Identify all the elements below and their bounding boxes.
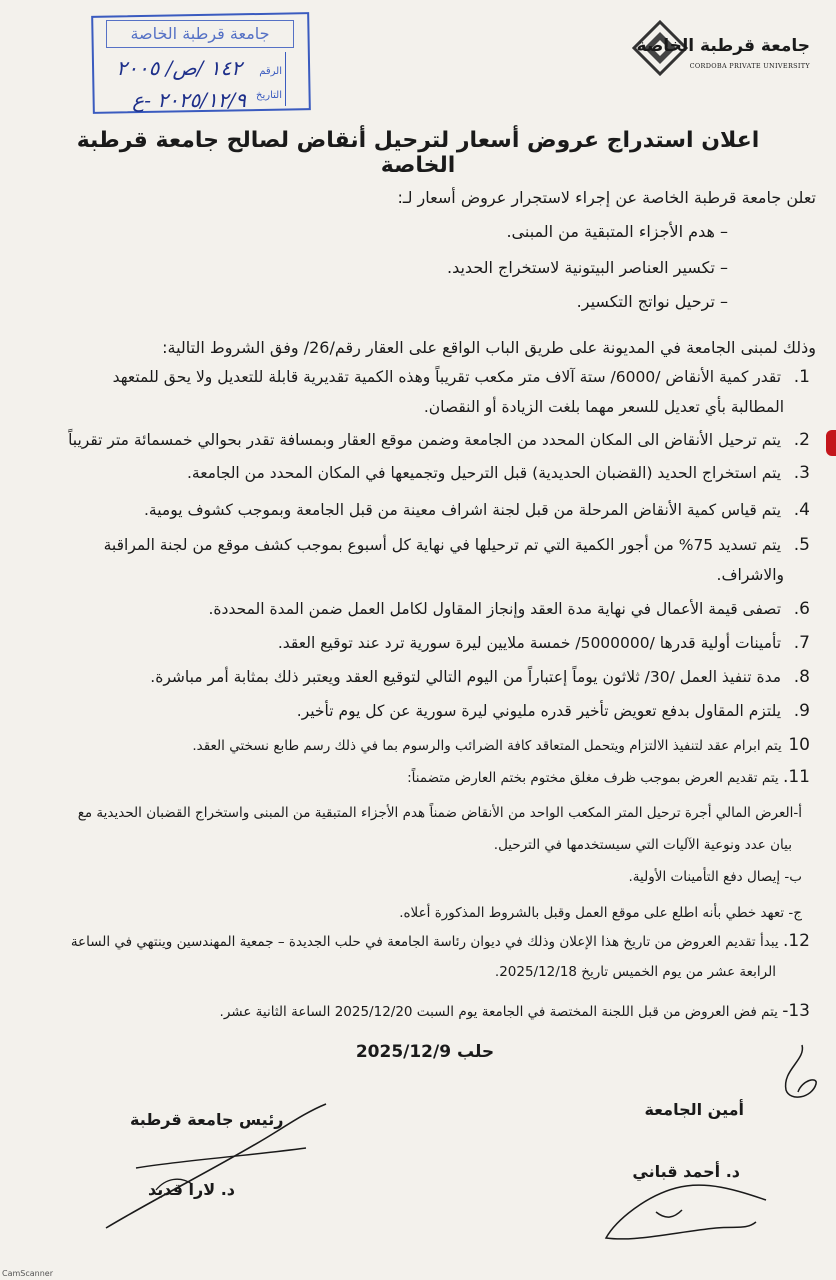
- condition-text: المطالبة بأي تعديل للسعر مهما بلغت الزيادة أو النقصان.: [423, 398, 784, 416]
- condition-text: يتم تسديد 75% من أجور الكمية التي تم ترحيلها في نهاية كل أسبوع بموجب كشف موقع من لجنة المراقبة: [103, 536, 782, 554]
- university-logo: [606, 14, 816, 80]
- stamp-title: جامعة قرطبة الخاصة: [106, 20, 294, 48]
- condition-text: الرابعة عشر من يوم الخميس تاريخ 2025/12/18.: [494, 964, 776, 980]
- stamp-date-label: التاريخ: [256, 90, 282, 101]
- condition-number: 1.: [793, 367, 810, 387]
- stamp-ref-label: الرقم: [259, 66, 282, 77]
- condition-item: [14, 762, 810, 793]
- registry-stamp: [92, 14, 310, 112]
- condition-number: 6.: [793, 599, 810, 619]
- condition-number: 12.: [782, 931, 810, 951]
- condition-text: يتم استخراج الحديد (القضبان الحديدية) قبل الترحيل وتجميعها في المكان المحدد من الجامعة.: [186, 464, 782, 482]
- condition-number: 5.: [793, 535, 810, 555]
- sub-item: بيان عدد ونوعية الآليات التي سيستخدمها في الترحيل.: [493, 837, 792, 853]
- condition-number: 4.: [793, 500, 810, 520]
- condition-text: يتم ترحيل الأنقاض الى المكان المحدد من الجامعة وضمن موقع العقار وبمسافة تقدر بحوالي خمسمائة متر تقريباً: [68, 431, 782, 449]
- task-text: ترحيل نواتج التكسير.: [576, 292, 715, 311]
- handwritten-signature: [596, 1170, 776, 1250]
- condition-text: تقدر كمية الأنقاض /6000/ ستة آلاف متر مكعب تقريباً وهذه الكمية تقديرية قابلة للتعديل ولا يحق للمتعهد: [112, 368, 782, 386]
- scanner-watermark: CamScanner: [2, 1269, 54, 1278]
- condition-item: [14, 530, 810, 590]
- logo-english-name: CORDOBA PRIVATE UNIVERSITY: [689, 62, 810, 70]
- sub-item: أ-العرض المالي أجرة ترحيل المتر المكعب الواحد من الأنقاض ضمناً هدم الأجزاء المتبقية من المبنى واستخراج القضبان الحديدية مع: [77, 805, 802, 821]
- condition-text: تصفى قيمة الأعمال في نهاية مدة العقد وإنجاز المقاول لكامل العمل ضمن المدة المحددة.: [208, 600, 782, 618]
- condition-text: يتم تقديم العرض بموجب ظرف مغلق مختوم بختم العارض متضمناً:: [407, 770, 779, 786]
- task-text: هدم الأجزاء المتبقية من المبنى.: [506, 222, 715, 241]
- condition-number: 2.: [793, 430, 810, 450]
- condition-number: 9.: [793, 701, 810, 721]
- condition-item: [14, 628, 810, 658]
- task-item: – هدم الأجزاء المتبقية من المبنى.: [506, 222, 728, 241]
- left-signatory-title: رئيس جامعة قرطبة: [130, 1110, 284, 1129]
- left-signatory-name: د. لارا قديد: [148, 1180, 236, 1199]
- condition-text: يتم ابرام عقد لتنفيذ الالتزام ويتحمل المتعاقد كافة الضرائب والرسوم بما في ذلك رسم طابع نسختي العقد.: [192, 738, 782, 754]
- condition-text: يلتزم المقاول بدفع تعويض تأخير قدره مليوني ليرة سورية عن كل يوم تأخير.: [296, 702, 782, 720]
- location-line: وذلك لمبنى الجامعة في المديونة على طريق الباب الواقع على العقار رقم/26/ وفق الشروط التالية:: [162, 338, 816, 357]
- intro-text: تعلن جامعة قرطبة الخاصة عن إجراء لاستجرار عروض أسعار لـ:: [397, 188, 816, 207]
- condition-number: 8.: [793, 667, 810, 687]
- task-item: – ترحيل نواتج التكسير.: [576, 292, 728, 311]
- right-signatory-title: أمين الجامعة: [644, 1100, 744, 1119]
- condition-text: مدة تنفيذ العمل /30/ ثلاثون يوماً إعتباراً من اليوم التالي لتوقيع العقد ويعتبر ذلك بمثابة أمر مباشرة.: [150, 668, 782, 686]
- place-date: حلب 2025/12/9: [355, 1042, 495, 1062]
- condition-item: [14, 362, 810, 422]
- sub-item: ج- تعهد خطي بأنه اطلع على موقع العمل وقبل بالشروط المذكورة أعلاه.: [399, 905, 802, 921]
- condition-text: تأمينات أولية قدرها /5000000/ خمسة ملايين ليرة سورية ترد عند توقيع العقد.: [277, 634, 782, 652]
- condition-text: والاشراف.: [716, 566, 784, 584]
- task-text: تكسير العناصر البيتونية لاستخراج الحديد.: [446, 258, 715, 277]
- condition-item: [14, 425, 810, 455]
- task-item: – تكسير العناصر البيتونية لاستخراج الحديد.: [446, 258, 728, 277]
- condition-item: [14, 996, 810, 1027]
- condition-item: [14, 594, 810, 624]
- condition-text: يتم فض العروض من قبل اللجنة المختصة في الجامعة يوم السبت 2025/12/20 الساعة الثانية عشر.: [219, 1004, 778, 1020]
- condition-item: [14, 730, 810, 761]
- edge-marker: [826, 430, 836, 456]
- condition-number: 11.: [782, 767, 810, 787]
- condition-item: [14, 458, 810, 488]
- condition-text: يبدأ تقديم العروض من تاريخ هذا الإعلان وذلك في ديوان رئاسة الجامعة في حلب الجديدة – جمعية المهندسين وينتهي في الساعة: [70, 934, 779, 950]
- condition-text: يتم قياس كمية الأنقاض المرحلة من قبل لجنة اشراف معينة من قبل الجامعة وبموجب كشوف يومية.: [143, 501, 782, 519]
- condition-number: 10: [788, 735, 810, 755]
- condition-number: 3.: [793, 463, 810, 483]
- condition-item: [14, 662, 810, 692]
- condition-item: [14, 495, 810, 525]
- handwritten-signature: [772, 1040, 822, 1110]
- condition-number: 7.: [793, 633, 810, 653]
- condition-number: 13-: [782, 1001, 810, 1021]
- condition-item: [14, 926, 810, 987]
- stamp-date-value: ٢٠٢٥/١٢/٩ -ع: [132, 88, 246, 112]
- condition-item: [14, 696, 810, 726]
- sub-item: ب- إيصال دفع التأمينات الأولية.: [628, 869, 802, 885]
- right-signatory-name: د. أحمد قباني: [632, 1162, 740, 1181]
- stamp-side-panel: [285, 52, 306, 106]
- stamp-ref-value: ١٤٢ /ص/ ٢٠٠٥: [116, 56, 242, 80]
- announcement-title: اعلان استدراج عروض أسعار لترحيل أنقاض لصالح جامعة قرطبة الخاصة: [76, 128, 760, 178]
- handwritten-signature: [96, 1098, 336, 1238]
- logo-arabic-name: جامعة قرطبة الخاصة: [636, 36, 810, 56]
